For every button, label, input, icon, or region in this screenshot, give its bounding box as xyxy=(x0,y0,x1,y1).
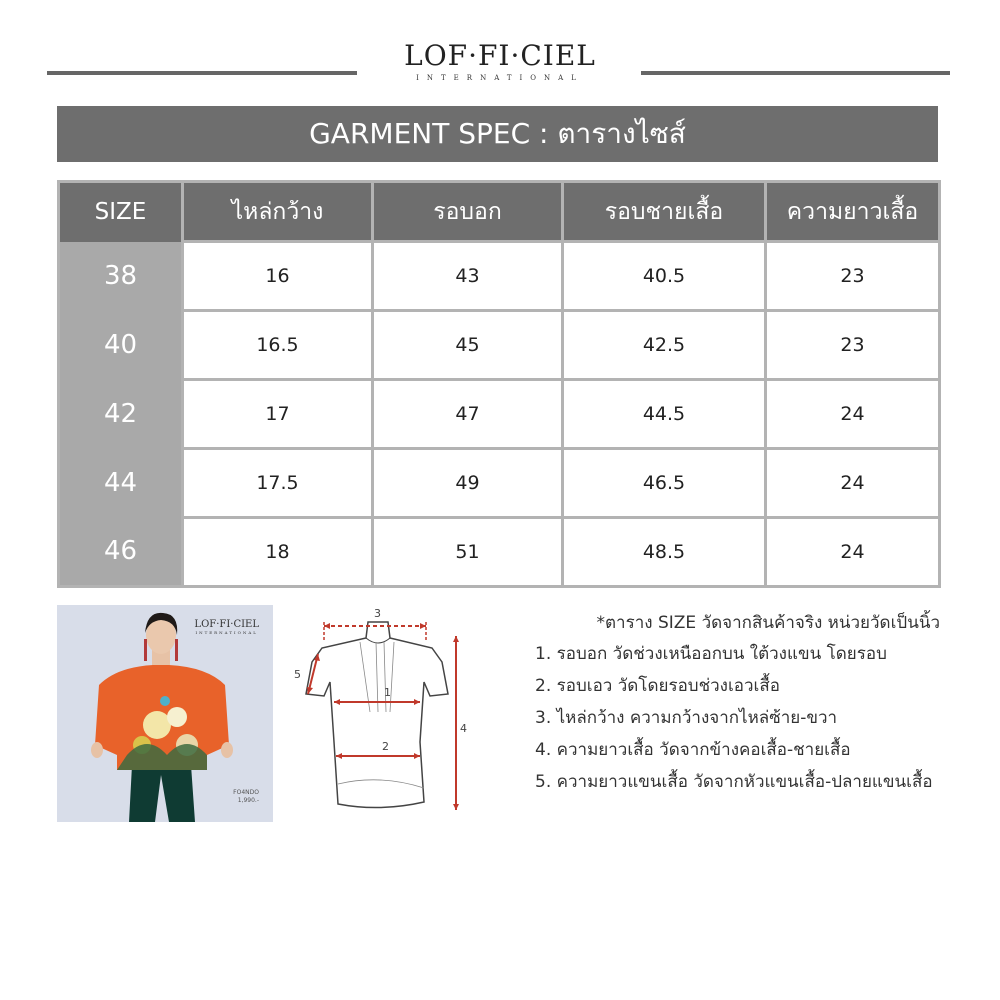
photo-brand-name: LOF·FI·CIEL xyxy=(194,619,259,630)
photo-brand-logo xyxy=(194,619,259,635)
note-item: 2. รอบเอว วัดโดยรอบช่วงเอวเสื้อ xyxy=(535,676,780,696)
product-photo xyxy=(57,605,273,822)
table-cell: 24 xyxy=(766,449,940,518)
title-bar xyxy=(57,106,938,162)
table-cell: 51 xyxy=(373,518,563,587)
size-cell: 46 xyxy=(59,518,183,587)
table-row xyxy=(59,518,940,587)
table-cell: 18 xyxy=(183,518,373,587)
table-cell: 40.5 xyxy=(563,242,766,311)
size-cell: 40 xyxy=(59,311,183,380)
table-cell: 47 xyxy=(373,380,563,449)
note-item: 3. ไหล่กว้าง ความกว้างจากไหล่ซ้าย-ขวา xyxy=(535,708,838,728)
table-cell: 44.5 xyxy=(563,380,766,449)
brand-tagline: INTERNATIONAL xyxy=(416,74,584,82)
page-title: GARMENT SPEC : ตารางไซส์ xyxy=(309,117,686,150)
table-cell: 24 xyxy=(766,380,940,449)
table-cell: 16.5 xyxy=(183,311,373,380)
table-cell: 42.5 xyxy=(563,311,766,380)
header-chest: รอบอก xyxy=(373,182,563,242)
header-size: SIZE xyxy=(59,182,183,242)
measure-label-2: 2 xyxy=(382,740,389,753)
product-code-text: FO4NDO xyxy=(233,789,259,796)
size-cell: 38 xyxy=(59,242,183,311)
table-cell: 17 xyxy=(183,380,373,449)
header-hem: รอบชายเสื้อ xyxy=(563,182,766,242)
table-cell: 17.5 xyxy=(183,449,373,518)
table-cell: 49 xyxy=(373,449,563,518)
note-item: 4. ความยาวเสื้อ วัดจากข้างคอเสื้อ-ชายเสื้อ xyxy=(535,740,851,760)
brand-logo xyxy=(380,40,620,82)
notes-header: *ตาราง SIZE วัดจากสินค้าจริง หน่วยวัดเป็นนิ้ว xyxy=(596,613,940,633)
measure-label-1: 1 xyxy=(384,686,391,699)
measure-label-3: 3 xyxy=(374,607,381,620)
note-item: 1. รอบอก วัดช่วงเหนืออกบน ใต้วงแขน โดยรอบ xyxy=(535,644,887,664)
measurement-notes xyxy=(520,608,960,798)
size-cell: 44 xyxy=(59,449,183,518)
header-shoulder: ไหล่กว้าง xyxy=(183,182,373,242)
header-rule-right xyxy=(641,71,950,75)
table-cell: 23 xyxy=(766,311,940,380)
product-price: 1,990.- xyxy=(237,797,259,804)
table-cell: 43 xyxy=(373,242,563,311)
product-code xyxy=(233,789,259,805)
header-rule-left xyxy=(47,71,357,75)
table-header-row xyxy=(59,182,940,242)
photo-brand-sub: INTERNATIONAL xyxy=(195,630,258,635)
table-cell: 23 xyxy=(766,242,940,311)
measure-label-5: 5 xyxy=(294,668,301,681)
table-row xyxy=(59,449,940,518)
note-item: 5. ความยาวแขนเสื้อ วัดจากหัวแขนเสื้อ-ปลายแขนเสื้อ xyxy=(535,772,933,792)
measure-label-4: 4 xyxy=(460,722,467,735)
table-row xyxy=(59,242,940,311)
size-table xyxy=(57,180,941,588)
table-row xyxy=(59,380,940,449)
shirt-diagram-icon xyxy=(290,602,480,820)
table-cell: 45 xyxy=(373,311,563,380)
table-cell: 46.5 xyxy=(563,449,766,518)
measurement-diagram xyxy=(290,602,480,820)
table-cell: 48.5 xyxy=(563,518,766,587)
table-row xyxy=(59,311,940,380)
header-length: ความยาวเสื้อ xyxy=(766,182,940,242)
brand-name: LOF·FI·CIEL xyxy=(404,39,596,72)
table-cell: 16 xyxy=(183,242,373,311)
size-cell: 42 xyxy=(59,380,183,449)
table-cell: 24 xyxy=(766,518,940,587)
